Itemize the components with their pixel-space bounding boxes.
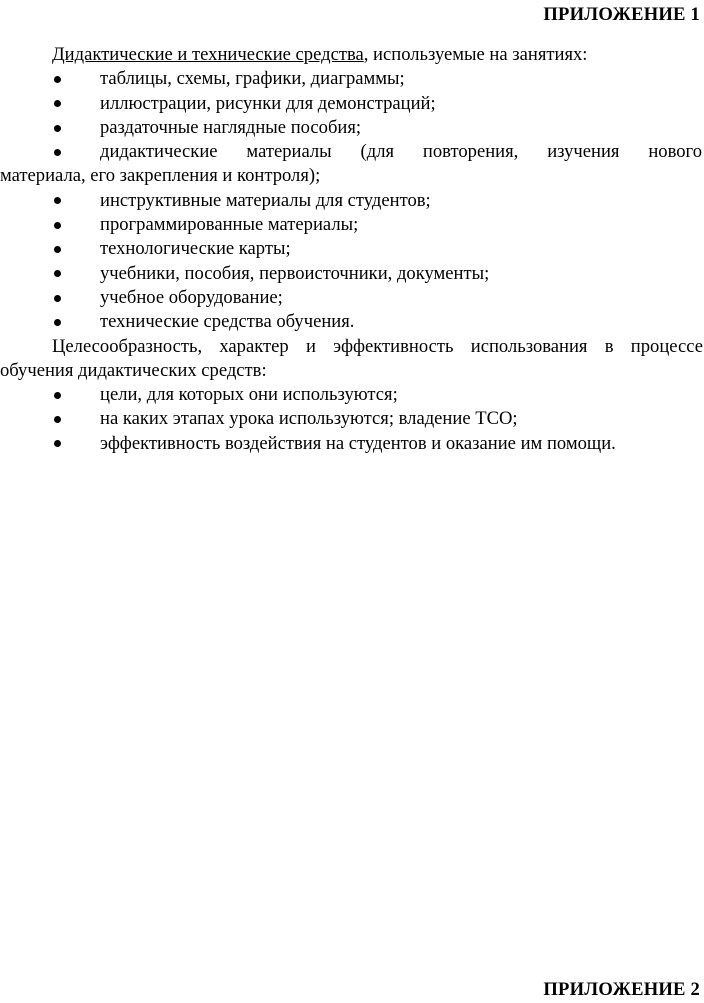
- bullet-icon: [54, 76, 61, 83]
- list-item-text: дидактические материалы (для повторения, изучения нового: [100, 141, 702, 163]
- bullet-icon: [54, 149, 61, 156]
- list-item: [0, 432, 703, 456]
- list-item: [0, 383, 703, 407]
- bullet-icon: [54, 246, 61, 253]
- section-2-intro-line-2: обучения дидактических средств:: [0, 359, 267, 381]
- list-item: [0, 286, 703, 310]
- section-1-intro-rest: , используемые на занятиях:: [363, 44, 588, 65]
- list-item: [0, 189, 703, 213]
- list-item-text: технические средства обучения.: [100, 311, 355, 333]
- document-body: [0, 43, 703, 456]
- bullet-icon: [54, 440, 61, 447]
- list-item: [0, 140, 703, 164]
- list-item-text: таблицы, схемы, графики, диаграммы;: [100, 68, 405, 90]
- list-item-text: цели, для которых они используются;: [100, 384, 398, 406]
- list-item: [0, 213, 703, 237]
- bullet-icon: [54, 270, 61, 277]
- bullet-icon: [54, 319, 61, 326]
- bullet-icon: [54, 392, 61, 399]
- bullet-icon: [54, 197, 61, 204]
- list-item-continuation: материала, его закрепления и контроля);: [0, 165, 321, 187]
- list-item-text: учебное оборудование;: [100, 286, 283, 308]
- bullet-icon: [54, 416, 61, 423]
- list-item: [0, 67, 703, 91]
- list-item-text: иллюстрации, рисунки для демонстраций;: [100, 92, 436, 114]
- bullet-icon: [54, 100, 61, 107]
- list-item: [0, 92, 703, 116]
- bullet-icon: [54, 222, 61, 229]
- list-item-text: эффективность воздействия на студентов и оказание им помощи.: [100, 432, 616, 454]
- list-item-text: программированные материалы;: [100, 214, 359, 236]
- list-item-text: раздаточные наглядные пособия;: [100, 116, 362, 138]
- list-item: [0, 237, 703, 261]
- section-1-intro-underlined: Дидактические и технические средства: [52, 44, 364, 65]
- list-item: [0, 407, 703, 431]
- bullet-icon: [54, 295, 61, 302]
- list-item: [0, 262, 703, 286]
- list-item-text: на каких этапах урока используются; владение ТСО;: [100, 408, 518, 430]
- list-item: [0, 116, 703, 140]
- section-1-intro: [0, 43, 703, 67]
- bullet-icon: [54, 125, 61, 132]
- list-item-text: технологические карты;: [100, 238, 291, 260]
- list-item-text: инструктивные материалы для студентов;: [100, 189, 431, 211]
- list-item-text: учебники, пособия, первоисточники, документы;: [100, 262, 490, 284]
- appendix-2-heading: ПРИЛОЖЕНИЕ 2: [543, 979, 700, 1000]
- section-2-intro-line-1: Целесообразность, характер и эффективность использования в процессе: [52, 335, 703, 357]
- list-item: [0, 310, 703, 334]
- appendix-1-heading: ПРИЛОЖЕНИЕ 1: [543, 4, 700, 25]
